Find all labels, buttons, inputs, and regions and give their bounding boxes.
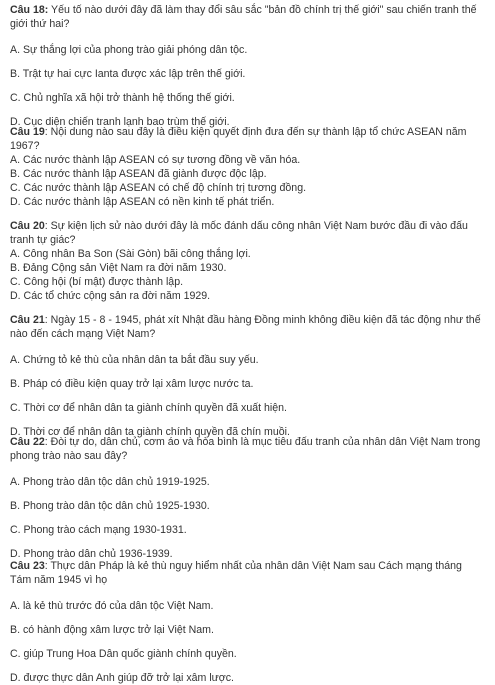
option-b: B. Các nước thành lập ASEAN đã giành được độc lập. xyxy=(10,168,267,180)
option-c: C. Chủ nghĩa xã hội trở thành hệ thống thế giới. xyxy=(10,92,235,104)
option-c: C. Thời cơ để nhân dân ta giành chính quyền đã xuất hiện. xyxy=(10,402,287,414)
question-18 xyxy=(10,3,484,129)
option-b: B. Phong trào dân tộc dân chủ 1925-1930. xyxy=(10,500,210,512)
option-c: C. giúp Trung Hoa Dân quốc giành chính quyền. xyxy=(10,648,237,660)
option-d: D. Phong trào dân chủ 1936-1939. xyxy=(10,548,173,560)
question-label: Câu 18: xyxy=(10,4,49,16)
option-b: B. Đảng Cộng sản Việt Nam ra đời năm 1930. xyxy=(10,262,227,274)
option-b: B. có hành động xâm lược trở lại Việt Nam. xyxy=(10,624,214,636)
question-label: Câu 21 xyxy=(10,314,45,326)
option-c: C. Các nước thành lập ASEAN có chế độ chính trị tương đồng. xyxy=(10,182,307,194)
question-21 xyxy=(10,313,484,439)
question-text: : Nội dung nào sau đây là điều kiện quyết định đưa đến sự thành lập tổ chức ASEAN năm 1967? xyxy=(10,126,467,152)
question-text: : Sự kiện lịch sử nào dưới đây là mốc đánh dấu công nhân Việt Nam bước đầu đi vào đấu tranh tự giác? xyxy=(10,220,468,246)
option-d: D. Các tổ chức cộng sản ra đời năm 1929. xyxy=(10,290,211,302)
option-a: A. Sự thắng lợi của phong trào giải phóng dân tộc. xyxy=(10,44,248,56)
question-stem xyxy=(10,559,484,587)
option-c: C. Phong trào cách mạng 1930-1931. xyxy=(10,524,187,536)
question-stem xyxy=(10,219,484,247)
question-text: Yếu tố nào dưới đây đã làm thay đổi sâu sắc "bản đồ chính trị thế giới" sau chiến tranh thế giới thứ hai? xyxy=(10,4,477,30)
option-a: A. Các nước thành lập ASEAN có sự tương đồng về văn hóa. xyxy=(10,154,301,166)
option-d: D. Các nước thành lập ASEAN có nền kinh tế phát triển. xyxy=(10,196,275,208)
option-a: A. Công nhân Ba Son (Sài Gòn) bãi công thắng lợi. xyxy=(10,248,251,260)
question-19 xyxy=(10,125,484,209)
question-stem xyxy=(10,3,484,31)
question-stem xyxy=(10,435,484,463)
question-text: : Ngày 15 - 8 - 1945, phát xít Nhật đầu hàng Đồng minh không điều kiện đã tác động như thế nào đến cách mạng Việt Nam? xyxy=(10,314,481,340)
option-d: D. Thời cơ để nhân dân ta giành chính quyền đã chín muồi. xyxy=(10,426,290,438)
option-b: B. Pháp có điều kiện quay trở lại xâm lược nước ta. xyxy=(10,378,254,390)
question-label: Câu 22 xyxy=(10,436,45,448)
option-a: A. Phong trào dân tộc dân chủ 1919-1925. xyxy=(10,476,210,488)
question-23 xyxy=(10,559,484,685)
option-a: A. là kẻ thù trước đó của dân tộc Việt Nam. xyxy=(10,600,214,612)
question-label: Câu 23 xyxy=(10,560,45,572)
question-22 xyxy=(10,435,484,561)
question-stem xyxy=(10,125,484,153)
option-b: B. Trật tự hai cực Ianta được xác lập trên thế giới. xyxy=(10,68,246,80)
option-c: C. Công hội (bí mật) được thành lập. xyxy=(10,276,184,288)
question-stem xyxy=(10,313,484,341)
option-d: D. được thực dân Anh giúp đỡ trở lại xâm lược. xyxy=(10,672,234,684)
question-20 xyxy=(10,219,484,303)
option-a: A. Chứng tỏ kẻ thù của nhân dân ta bắt đầu suy yếu. xyxy=(10,354,259,366)
question-text: : Đòi tự do, dân chủ, cơm áo và hòa bình là mục tiêu đấu tranh của nhân dân Việt Nam trong phong trào nào sau đây? xyxy=(10,436,481,462)
question-label: Câu 20 xyxy=(10,220,45,232)
question-label: Câu 19 xyxy=(10,126,45,138)
option-d: D. Cục diện chiến tranh lạnh bao trùm thế giới. xyxy=(10,116,230,128)
question-text: : Thực dân Pháp là kẻ thù nguy hiểm nhất của nhân dân Việt Nam sau Cách mạng tháng Tám năm 1945 vì họ xyxy=(10,560,462,586)
